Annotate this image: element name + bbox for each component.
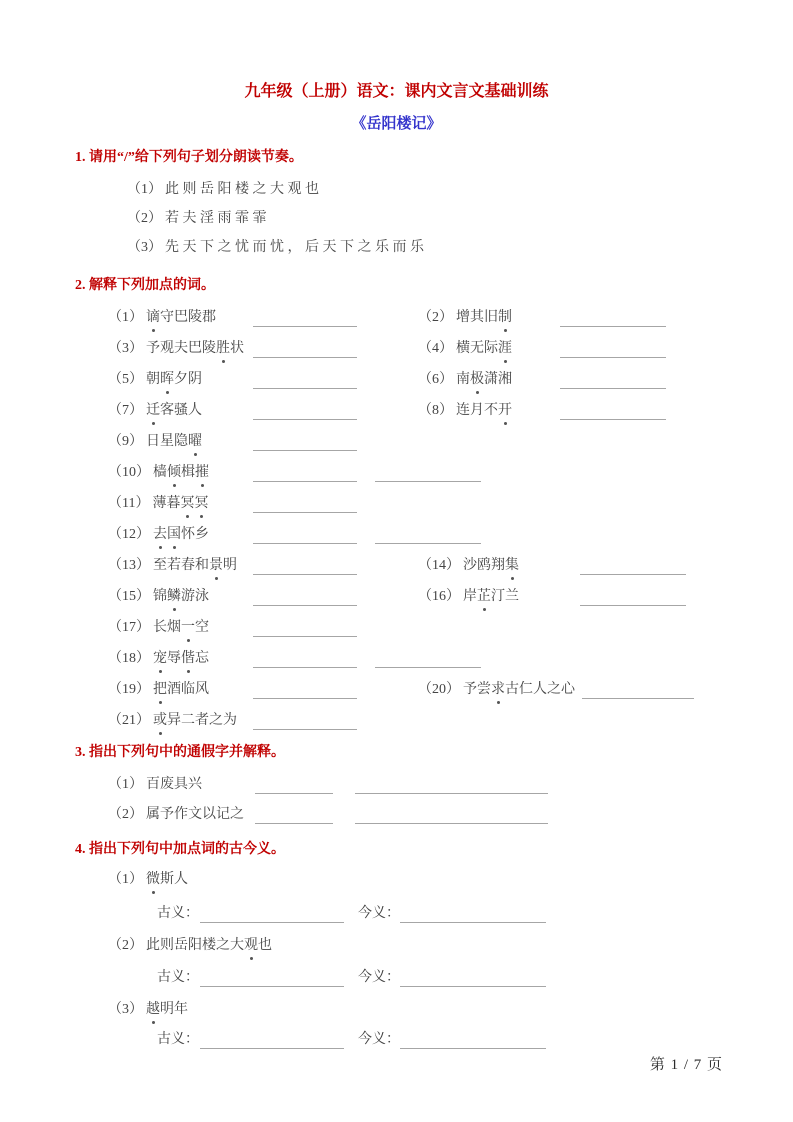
item-number: （3） (127, 240, 162, 255)
term-text: 增其旧制 (456, 310, 512, 325)
answer-blank (253, 558, 357, 575)
term-text: 予尝求古仁人之心 (463, 682, 575, 697)
definition-row (0, 463, 793, 487)
definition-row (0, 556, 793, 580)
term-text: 越明年 (146, 1002, 188, 1017)
answer-blank (253, 620, 357, 637)
term-text: 岸芷汀兰 (463, 589, 519, 604)
answer-blank (560, 310, 666, 327)
section-4-heading: 4. 指出下列句中加点词的古今义。 (75, 842, 285, 857)
item-number: （11） (108, 496, 150, 511)
answer-blank (560, 341, 666, 358)
answer-blank (355, 807, 548, 824)
gujin-answer-row (0, 904, 793, 928)
item-number: （3） (108, 1002, 143, 1017)
term-text: 南极潇湘 (456, 372, 512, 387)
term-text: 樯倾楫摧 (153, 465, 209, 480)
item-number: （4） (418, 341, 453, 356)
item-number: （21） (108, 713, 150, 728)
item-number: （15） (108, 589, 150, 604)
definition-row (0, 618, 793, 642)
item-number: （1） (127, 182, 162, 197)
term-text: 谪守巴陵郡 (146, 310, 216, 325)
answer-blank (253, 713, 357, 730)
answer-blank (400, 906, 546, 923)
item-number: （9） (108, 434, 143, 449)
item-number: （10） (108, 465, 150, 480)
answer-blank (253, 434, 357, 451)
term-text: 迁客骚人 (146, 403, 202, 418)
item-number: （2） (108, 938, 143, 953)
answer-blank (253, 496, 357, 513)
sentence-text: 此 则 岳 阳 楼 之 大 观 也 (165, 182, 319, 197)
answer-blank (253, 341, 357, 358)
answer-blank (560, 403, 666, 420)
answer-blank (253, 403, 357, 420)
sentence-text: 百废具兴 (146, 777, 202, 792)
item-number: （3） (108, 341, 143, 356)
guyi-label: 古义： (157, 970, 199, 985)
sentence-text: 若 夫 淫 雨 霏 霏 (165, 211, 267, 226)
page-subtitle: 《岳阳楼记》 (351, 116, 442, 132)
answer-blank (253, 310, 357, 327)
definition-row (0, 525, 793, 549)
answer-blank (255, 777, 333, 794)
definition-row (0, 649, 793, 673)
term-text: 朝晖夕阴 (146, 372, 202, 387)
answer-blank (580, 589, 686, 606)
answer-blank (400, 970, 546, 987)
answer-blank (253, 372, 357, 389)
item-number: （13） (108, 558, 150, 573)
term-text: 锦鳞游泳 (153, 589, 209, 604)
gujin-item (0, 1000, 793, 1024)
item-number: （2） (418, 310, 453, 325)
answer-blank (253, 465, 357, 482)
tongjiazi-row (0, 775, 793, 799)
term-text: 至若春和景明 (153, 558, 237, 573)
answer-blank (200, 1032, 344, 1049)
item-number: （17） (108, 620, 150, 635)
item-number: （18） (108, 651, 150, 666)
answer-blank (580, 558, 686, 575)
tongjiazi-row (0, 805, 793, 829)
term-text: 长烟一空 (153, 620, 209, 635)
definition-row (0, 587, 793, 611)
page-title: 九年级（上册）语文：课内文言文基础训练 (244, 83, 549, 100)
jinyi-label: 今义： (358, 970, 400, 985)
definition-row (0, 711, 793, 735)
term-text: 连月不开 (456, 403, 512, 418)
answer-blank (375, 651, 481, 668)
gujin-answer-row (0, 968, 793, 992)
item-number: （1） (108, 310, 143, 325)
term-text: 薄暮冥冥 (152, 496, 208, 511)
answer-blank (375, 465, 481, 482)
gujin-item (0, 936, 793, 960)
term-text: 去国怀乡 (153, 527, 209, 542)
item-number: （8） (418, 403, 453, 418)
answer-blank (200, 970, 344, 987)
answer-blank (253, 527, 357, 544)
term-text: 此则岳阳楼之大观也 (146, 938, 272, 953)
section-3-heading: 3. 指出下列句中的通假字并解释。 (75, 745, 285, 760)
section-2-heading: 2. 解释下列加点的词。 (75, 278, 215, 293)
item-number: （7） (108, 403, 143, 418)
gujin-answer-row (0, 1030, 793, 1054)
definition-row (0, 370, 793, 394)
guyi-label: 古义： (157, 906, 199, 921)
gujin-item (0, 870, 793, 894)
item-number: （14） (418, 558, 460, 573)
item-number: （6） (418, 372, 453, 387)
definition-row (0, 339, 793, 363)
jinyi-label: 今义： (358, 906, 400, 921)
item-number: （1） (108, 872, 143, 887)
term-text: 予观夫巴陵胜状 (146, 341, 244, 356)
item-number: （19） (108, 682, 150, 697)
term-text: 或异二者之为 (153, 713, 237, 728)
answer-blank (253, 651, 357, 668)
term-text: 横无际涯 (456, 341, 512, 356)
item-number: （1） (108, 777, 143, 792)
definition-row (0, 308, 793, 332)
term-text: 把酒临风 (153, 682, 209, 697)
item-number: （2） (127, 211, 162, 226)
section-1-heading: 1. 请用“/”给下列句子划分朗读节奏。 (75, 150, 303, 165)
answer-blank (582, 682, 694, 699)
answer-blank (375, 527, 481, 544)
answer-blank (200, 906, 344, 923)
jinyi-label: 今义： (358, 1032, 400, 1047)
term-text: 微斯人 (146, 872, 188, 887)
sentence-item (0, 209, 793, 233)
sentence-item (0, 238, 793, 262)
sentence-item (0, 180, 793, 204)
sentence-text: 属予作文以记之 (146, 807, 244, 822)
answer-blank (253, 682, 357, 699)
answer-blank (400, 1032, 546, 1049)
answer-blank (560, 372, 666, 389)
item-number: （5） (108, 372, 143, 387)
answer-blank (253, 589, 357, 606)
sentence-text: 先 天 下 之 忧 而 忧 ， 后 天 下 之 乐 而 乐 (165, 240, 424, 255)
answer-blank (355, 777, 548, 794)
term-text: 日星隐曜 (146, 434, 202, 449)
definition-row (0, 494, 793, 518)
guyi-label: 古义： (157, 1032, 199, 1047)
item-number: （20） (418, 682, 460, 697)
item-number: （2） (108, 807, 143, 822)
page-number: 第 1 / 7 页 (649, 1057, 723, 1073)
item-number: （16） (418, 589, 460, 604)
definition-row (0, 432, 793, 456)
answer-blank (255, 807, 333, 824)
definition-row (0, 401, 793, 425)
item-number: （12） (108, 527, 150, 542)
term-text: 宠辱偕忘 (153, 651, 209, 666)
term-text: 沙鸥翔集 (463, 558, 519, 573)
definition-row (0, 680, 793, 704)
